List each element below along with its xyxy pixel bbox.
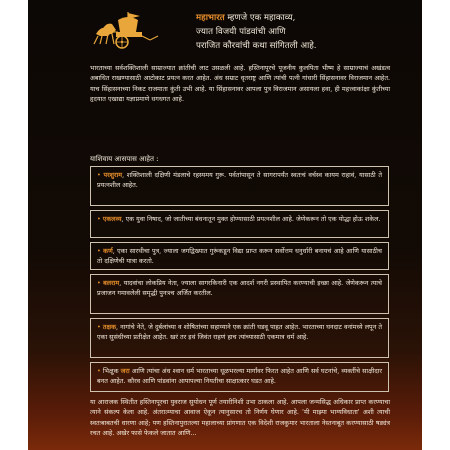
bullet-icon: • — [97, 171, 101, 179]
bullet-icon: • — [97, 323, 101, 331]
mahabharat-title: महाभारत — [196, 13, 225, 23]
character-box-jara — [90, 362, 389, 392]
character-box-parshuram — [90, 166, 389, 206]
bullet-icon: • — [97, 367, 101, 375]
character-box-balram — [90, 274, 389, 314]
intro-line-1: महाभारत म्हणजे एक महाकाव्य, — [196, 13, 296, 23]
bullet-icon: • — [97, 279, 101, 287]
chariot-emblem-icon — [88, 10, 168, 54]
character-box-takshak — [90, 318, 389, 358]
book-back-cover — [28, 0, 422, 450]
character-description: , नागांचे नेते, जे दुर्बलांच्या व शोषितांच्या सहाय्याने एक क्रांती घडवू पाहत आहेत. भारताच्या घनदाट वनांमध्ये लपून ते एका सुसंधीच्या प्रतीक्षेत आहेत. खरं तर इथं जिवंत राहणं हाच त्यांच्यासाठी एकमात्र धर्म आहे. — [97, 323, 382, 341]
character-box-karna — [90, 242, 389, 270]
paragraph-intro: भारताच्या सर्वशक्तिशाली साम्राज्यात क्रांतीची लाट उसळली आहे. हस्तिनापूरचे पूजनीय कुलपिता भीष्म हे साम्राज्याचं अखंडत्व अबाधित राखण्यासाठी आटोकाट प्रयत्न करत आहेत. अंध सम्राट धृतराष्ट्र आणि त्यांची पत्नी गांधारी सिंहासनावर विराजमान आहेत. याच सिंहासनाच्या निकट राजमाता कुंती उभी आहे. या सिंहासनावर आपला पुत्र विराजमान असायला हवा, ही महत्त्वाकांक्षा कुंतीच्या हृदयात एखाद्या यज्ञाप्रमाणे धगधगत आहे. — [90, 64, 390, 104]
character-description: , यादवांचा लोकप्रिय नेता, ज्याला सागरकिनारी एक आदर्श नगरी प्रस्थापित करण्याची इच्छा आहे. जेणेकरून त्याचे प्रजाजन गमावलेली समृद्धी पुनःश्च अर्जित करतील. — [97, 279, 382, 297]
character-description: आणि त्यांचा अंध श्वान धर्म भारताच्या धूळभरल्या मार्गांवर फिरत आहेत आणि सर्व घटनांचे, व्यक्तींचे साक्षीदार बनत आहेत. कौरव आणि पांडवांना आपापल्या नियतीचा साक्षात्कार घडत आहे. — [97, 367, 382, 385]
character-prefix: भिक्षुक — [102, 367, 121, 375]
character-box-eklavya — [90, 210, 389, 238]
paragraph-closing: या आराजक स्थितीत हस्तिनापूरचा युवराज सुयोधन पूर्ण तयारीनिशी उभा ठाकला आहे. आपला जन्मसिद्ध अधिकार प्राप्त करण्याचा त्याने संकल्प केला आहे. अंतरात्म्याचा आवाज ऐकून त्यानुसारच तो निर्णय घेणार आहे. 'मी माझ्या भाग्यविधाता' अशी त्याची स्वतःबाबतची धारणा आहे; पण हस्तिनापुरातल्या महालाच्या प्रांगणात एक विदेशी राजकुमार भारताला नेस्तनाबूत करण्यासाठी षड्यंत्र रचत आहे. अखेर फासे फेकले जातात आणि... — [90, 398, 390, 438]
character-name: एकलव्य — [102, 215, 122, 223]
intro-line-3: पराजित कौरवांची कथा सांगितली आहे. — [196, 41, 317, 51]
bullet-icon: • — [97, 247, 101, 255]
character-name: तक्षक — [102, 323, 117, 331]
bullet-icon: • — [97, 215, 101, 223]
character-name: बलराम — [103, 279, 120, 287]
intro-line-2: ज्यात विजयी पांडवांची आणि — [196, 27, 286, 37]
character-name: जरा — [120, 367, 130, 375]
intro-text — [196, 11, 406, 53]
character-name: कर्ण — [103, 247, 113, 255]
section-heading: याशिवाय आसपास आहेत : — [90, 155, 159, 163]
character-description: , एक युवा निषाद, जो जातीच्या बंधनातून मुक्त होण्यासाठी प्रयत्नशील आहे. जेणेकरून तो एक योद्धा होऊ शकेल. — [121, 215, 381, 223]
character-description: , एका सारथीचा पुत्र, ज्याला जगद्विख्यात गुरूंकडून विद्या प्राप्त करून सर्वोत्तम धनुर्धारी बनायचं आहे आणि यासाठीच तो दक्षिणेची यात्रा करतो. — [97, 247, 382, 265]
character-description: , शक्तिशाली दक्षिणी मंडलाचे रहस्यमय गुरू. पर्वतांपासून ते सागरापर्यंत स्वतःचं वर्चस्व कायम राहावं, यासाठी ते प्रयत्नशील आहेत. — [97, 171, 382, 189]
character-name: परशुराम — [103, 171, 123, 179]
